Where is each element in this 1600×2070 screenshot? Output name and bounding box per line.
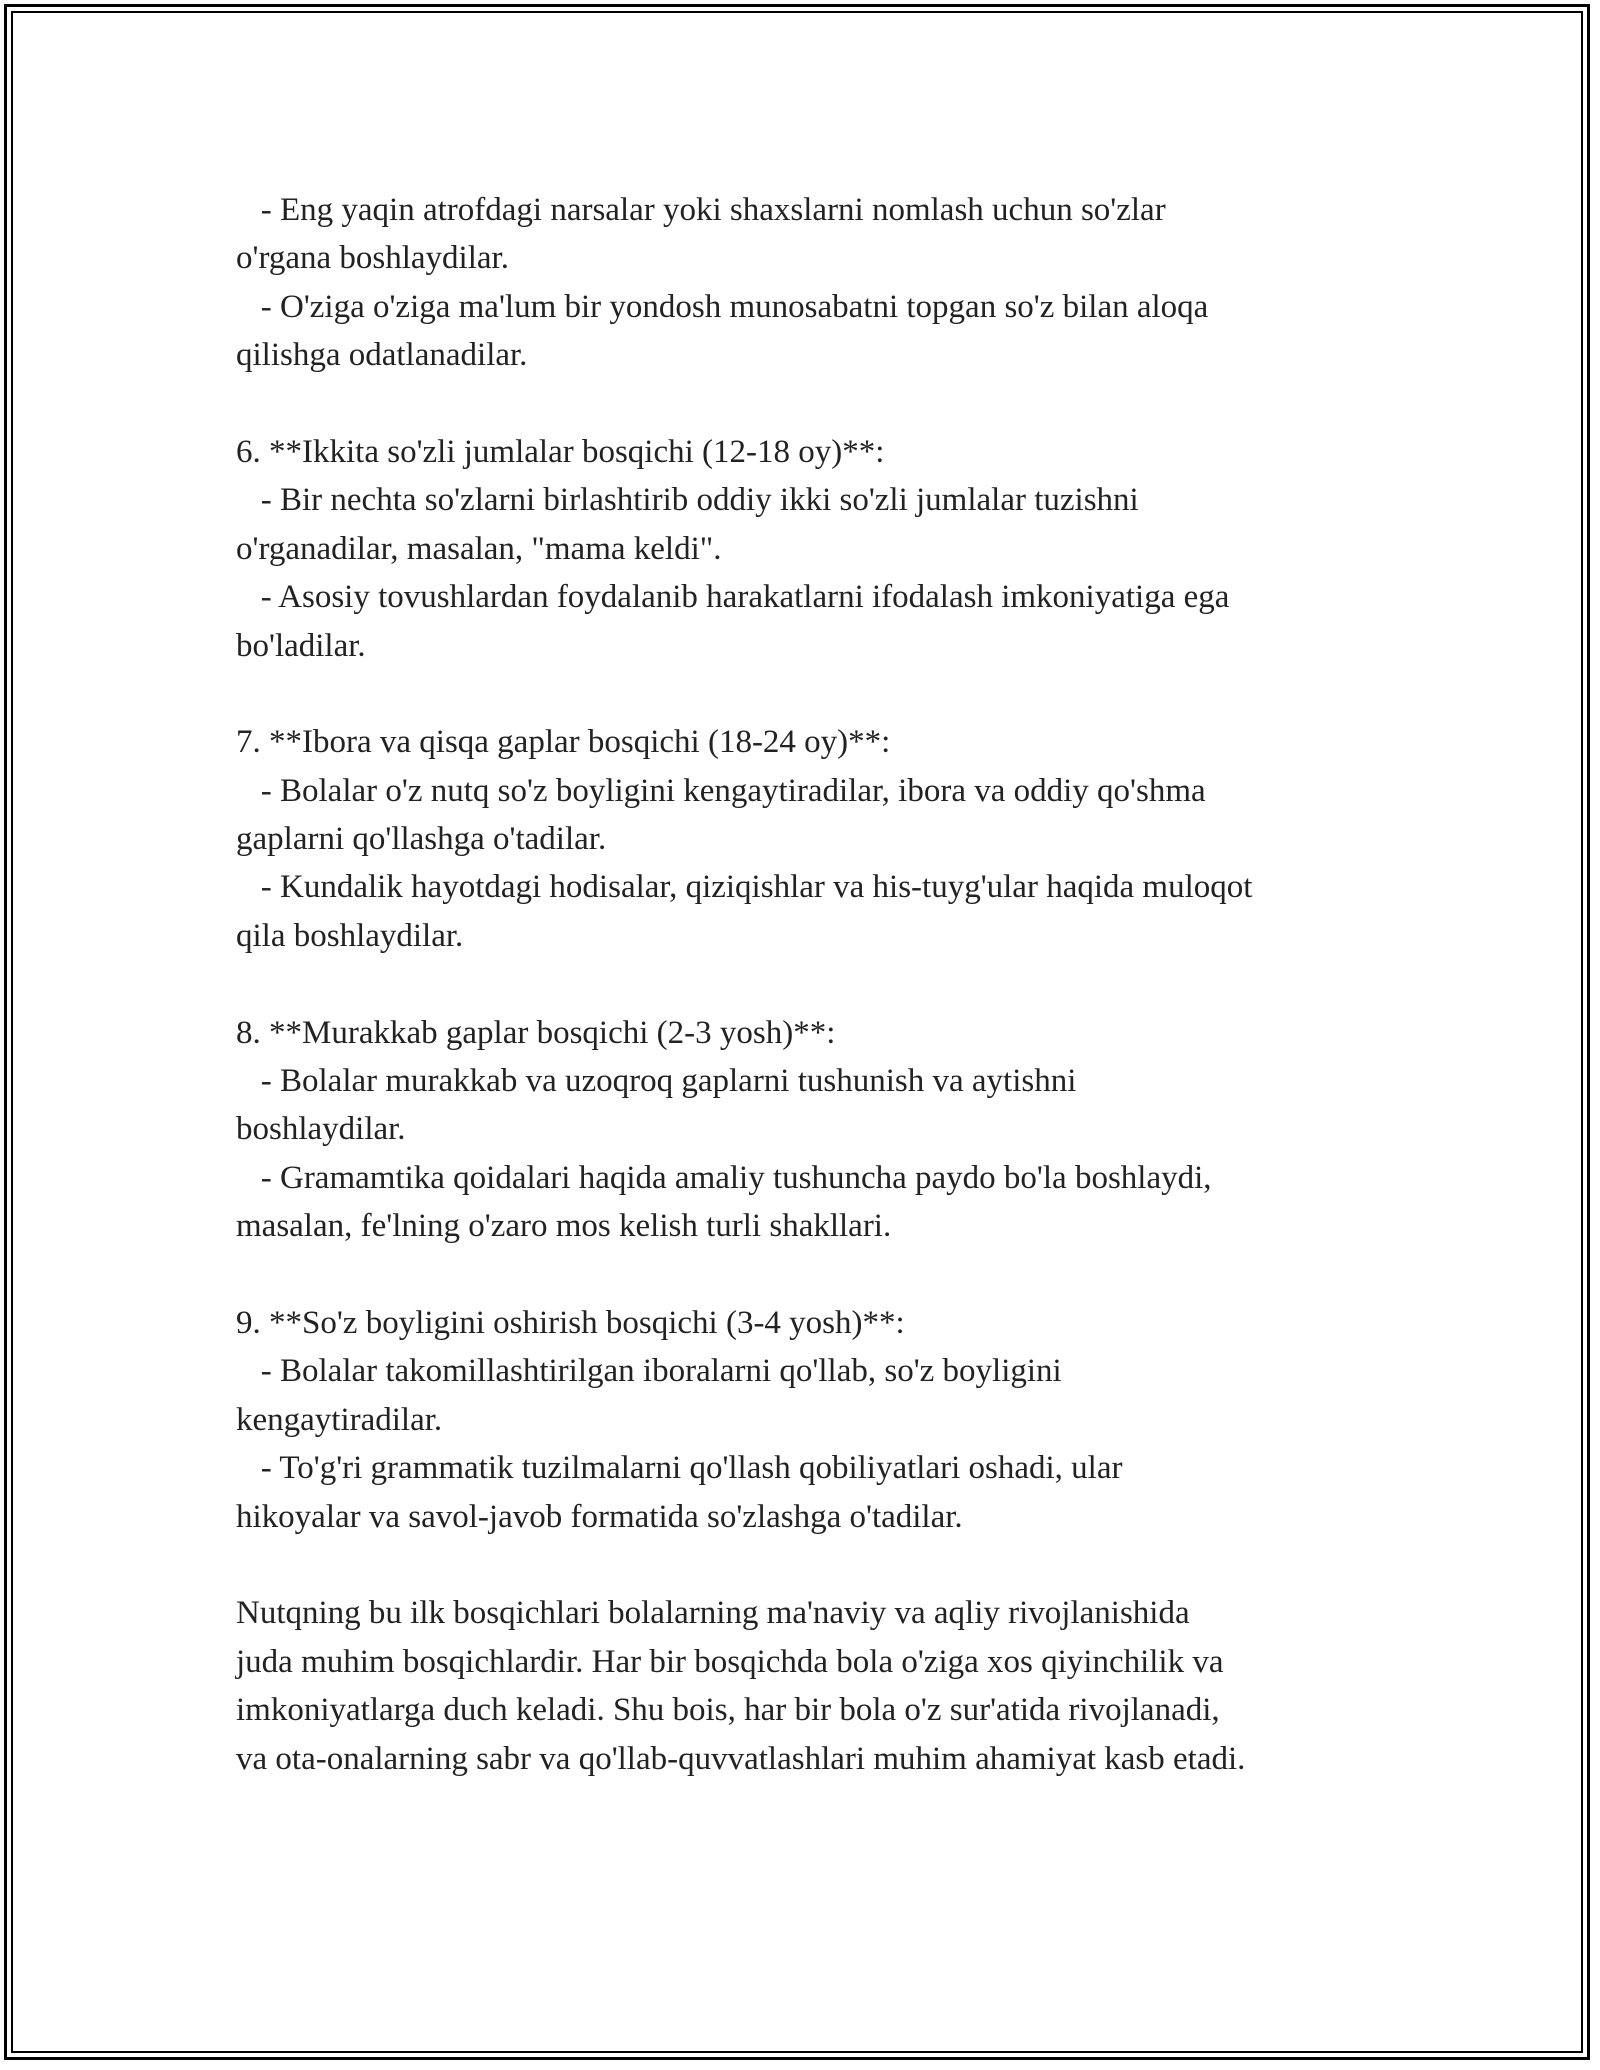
text-line: 6. **Ikkita so'zli jumlalar bosqichi (12-18 oy)**:: [236, 433, 885, 470]
text-line: - Eng yaqin atrofdagi narsalar yoki shaxslarni nomlash uchun so'zlar: [236, 192, 1166, 228]
text-line: qilishga odatlanadilar.: [236, 337, 528, 374]
text-line: juda muhim bosqichlardir. Har bir bosqichda bola o'ziga xos qiyinchilik va: [236, 1643, 1224, 1680]
text-line: hikoyalar va savol-javob formatida so'zlashga o'tadilar.: [236, 1498, 963, 1535]
text-line: o'rganadilar, masalan, "mama keldi".: [236, 530, 722, 567]
text-line: qila boshlaydilar.: [236, 917, 464, 954]
text-line: va ota-onalarning sabr va qo'llab-quvvatlashlari muhim ahamiyat kasb etadi.: [236, 1740, 1246, 1777]
text-line: - To'g'ri grammatik tuzilmalarni qo'llash qobiliyatlari oshadi, ular: [236, 1450, 1123, 1487]
paragraph-gap: [236, 670, 1416, 718]
text-line: - Kundalik hayotdagi hodisalar, qiziqishlar va his-tuyg'ular haqida muloqot: [236, 869, 1253, 906]
paragraph-gap: [236, 380, 1416, 428]
text-line: - Bolalar takomillashtirilgan iboralarni qo'llab, so'z boyligini: [236, 1353, 1062, 1390]
text-line: boshlaydilar.: [236, 1111, 406, 1148]
paragraph-gap: [236, 960, 1416, 1008]
text-line: gaplarni qo'llashga o'tadilar.: [236, 821, 607, 858]
text-line: - O'ziga o'ziga ma'lum bir yondosh munosabatni topgan so'z bilan aloqa: [236, 288, 1209, 325]
text-line: masalan, fe'lning o'zaro mos kelish turli shakllari.: [236, 1208, 892, 1245]
text-line: - Bir nechta so'zlarni birlashtirib oddiy ikki so'zli jumlalar tuzishni: [236, 482, 1139, 519]
text-line: - Bolalar murakkab va uzoqroq gaplarni tushunish va aytishni: [236, 1063, 1077, 1100]
text-line: o'rgana boshlaydilar.: [236, 240, 509, 277]
text-line: 7. **Ibora va qisqa gaplar bosqichi (18-24 oy)**:: [236, 724, 891, 761]
text-line: 8. **Murakkab gaplar bosqichi (2-3 yosh)**:: [236, 1014, 836, 1051]
paragraph-gap: [236, 1251, 1416, 1299]
text-line: 9. **So'z boyligini oshirish bosqichi (3-4 yosh)**:: [236, 1304, 905, 1341]
paragraph-gap: [236, 1541, 1416, 1589]
text-line: Nutqning bu ilk bosqichlari bolalarning ma'naviy va aqliy rivojlanishida: [236, 1595, 1190, 1632]
text-line: - Bolalar o'z nutq so'z boyligini kengaytiradilar, ibora va oddiy qo'shma: [236, 772, 1206, 809]
text-line: kengaytiradilar.: [236, 1401, 443, 1438]
text-line: - Gramamtika qoidalari haqida amaliy tushuncha paydo bo'la boshlaydi,: [236, 1159, 1212, 1196]
text-line: imkoniyatlarga duch keladi. Shu bois, har bir bola o'z sur'atida rivojlanadi,: [236, 1692, 1220, 1729]
text-line: - Asosiy tovushlardan foydalanib harakatlarni ifodalash imkoniyatiga ega: [236, 579, 1230, 616]
document-body: [236, 186, 1416, 1783]
text-line: bo'ladilar.: [236, 627, 366, 664]
